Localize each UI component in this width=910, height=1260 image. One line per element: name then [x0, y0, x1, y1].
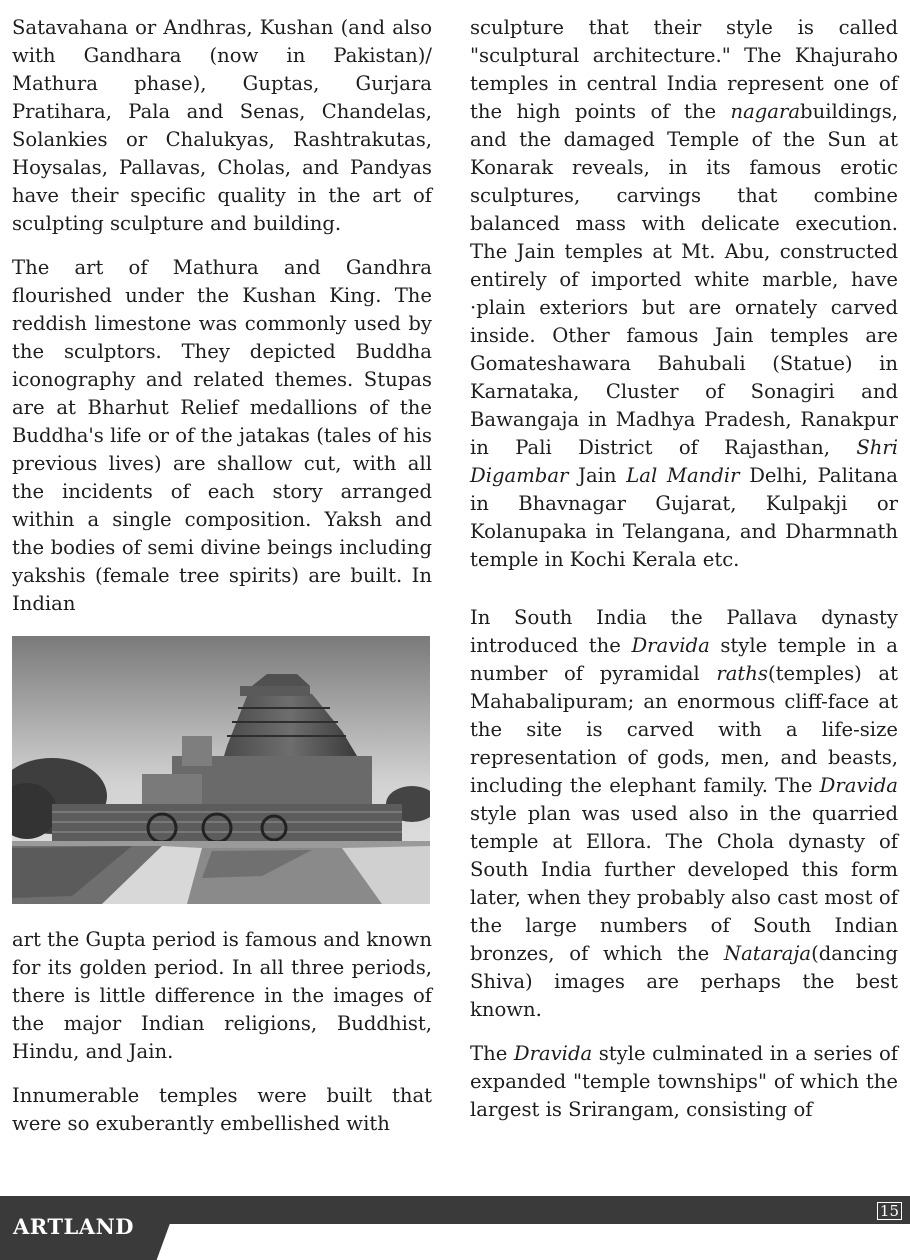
brand-name: ARTLAND	[13, 1214, 134, 1239]
paragraph: Innumerable temples were built that were so exuberantly embellished with	[12, 1084, 432, 1135]
paragraph: In South India the Pallava dynasty introduced the Dravida style temple in a number of pyramidal raths(temples) at Mahabalipuram; an enormous cliff-face at the site is carved with a life-size representation of gods, men, and beasts, including the elephant family. The Dravida style plan was used also in the quarried temple at Ellora. The Chola dynasty of South India further developed this form later, when they probably also cast most of the large numbers of South Indian bronzes, of which the Nataraja(dancing Shiva) images are perhaps the best known.	[470, 606, 898, 1021]
paragraph: Satavahana or Andhras, Kushan (and also with Gandhara (now in Pakistan)/ Mathura phase), Guptas, Gurjara Pratihara, Pala and Senas, Chandelas, Solankies or Chalukyas, Rashtrakutas, Hoysalas, Pallavas, Cholas, and Pandyas have their specific quality in the art of sculpting sculpture and building.	[12, 16, 432, 235]
left-column	[12, 14, 432, 1154]
page-footer	[0, 1196, 910, 1260]
page-number: 15	[877, 1202, 902, 1220]
paragraph: The art of Mathura and Gandhra flourished under the Kushan King. The reddish limestone was commonly used by the sculptors. They depicted Buddha iconography and related themes. Stupas are at Bharhut Relief medallions of the Buddha's life or of the jatakas (tales of his previous lives) are shallow cut, with all the incidents of each story arranged within a single composition. Yaksh and the bodies of semi divine beings including yakshis (female tree spirits) are built. In Indian	[12, 256, 432, 615]
paragraph: sculpture that their style is called "sculptural architecture." The Khajuraho temples in central India represent one of the high points of the nagarabuildings, and the damaged Temple of the Sun at Konarak reveals, in its famous erotic sculptures, carvings that combine balanced mass with delicate execution. The Jain temples at Mt. Abu, constructed entirely of imported white marble, have ·plain exteriors but are ornately carved inside. Other famous Jain temples are Gomateshawara Bahubali (Statue) in Karnataka, Cluster of Sonagiri and Bawangaja in Madhya Pradesh, Ranakpur in Pali District of Rajasthan, Shri Digambar Jain Lal Mandir Delhi, Palitana in Bhavnagar Gujarat, Kulpakji or Kolanupaka in Telangana, and Dharmnath temple in Kochi Kerala etc.	[470, 16, 898, 571]
temple-photo	[12, 636, 430, 904]
paragraph: art the Gupta period is famous and known for its golden period. In all three periods, there is little difference in the images of the major Indian religions, Buddhist, Hindu, and Jain.	[12, 928, 432, 1063]
right-column	[470, 14, 898, 1140]
paragraph: The Dravida style culminated in a series of expanded "temple townships" of which the largest is Srirangam, consisting of	[470, 1042, 898, 1121]
